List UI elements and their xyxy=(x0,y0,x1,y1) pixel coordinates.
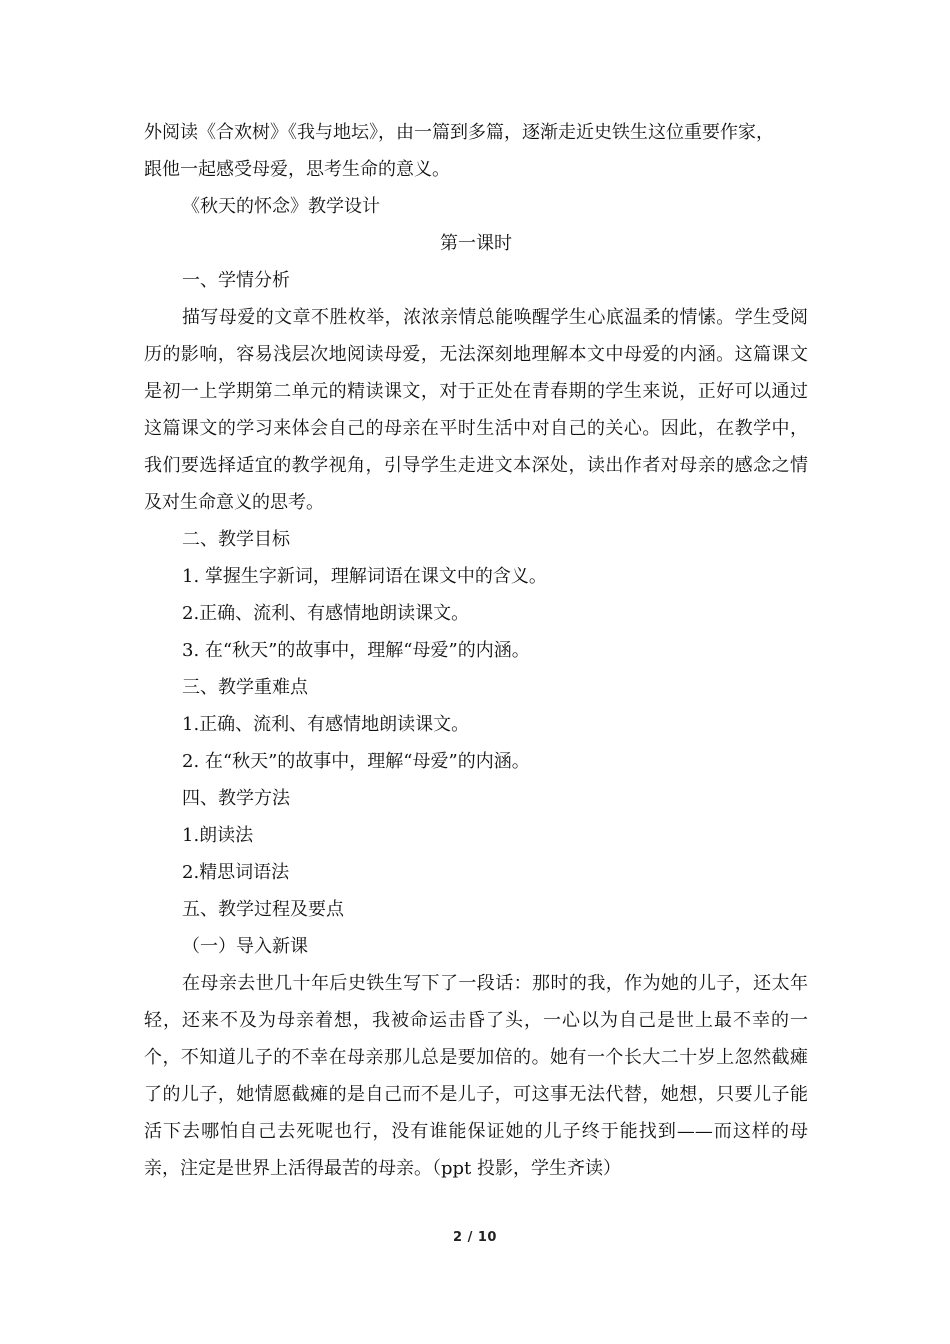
method-item-1: 1.朗读法 xyxy=(182,825,254,846)
method-item-2: 2.精思词语法 xyxy=(182,862,290,883)
document-body xyxy=(144,114,808,1187)
section-heading-methods: 四、教学方法 xyxy=(182,788,290,809)
keypoint-item-1: 1.正确、流利、有感情地朗读课文。 xyxy=(182,714,470,735)
goal-item-1: 1. 掌握生字新词，理解词语在课文中的含义。 xyxy=(182,566,547,587)
section-heading-process: 五、教学过程及要点 xyxy=(182,899,344,920)
paragraph-intro: 在母亲去世几十年后史铁生写下了一段话：那时的我，作为她的儿子，还太年轻，还来不及为母亲着想，我被命运击昏了头，一心以为自己是世上最不幸的一个，不知道儿子的不幸在母亲那儿总是要加倍的。她有一个长大二十岁上忽然截瘫了的儿子，她情愿截瘫的是自己而不是儿子，可这事无法代替，她想，只要儿子能活下去哪怕自己去死呢也行，没有谁能保证她的儿子终于能找到——而这样的母亲，注定是世界上活得最苦的母亲。（ppt 投影，学生齐读） xyxy=(144,973,808,1179)
subsection-heading-intro: （一）导入新课 xyxy=(182,936,308,957)
keypoint-item-2: 2. 在“秋天”的故事中，理解“母爱”的内涵。 xyxy=(182,751,530,772)
lesson-heading: 第一课时 xyxy=(440,233,512,254)
section-heading-keypoints: 三、教学重难点 xyxy=(182,677,308,698)
text-line-1: 外阅读《合欢树》《我与地坛》，由一篇到多篇，逐渐走近史铁生这位重要作家， xyxy=(144,122,774,143)
paragraph-analysis: 描写母爱的文章不胜枚举，浓浓亲情总能唤醒学生心底温柔的情愫。学生受阅历的影响，容易浅层次地阅读母爱，无法深刻地理解本文中母爱的内涵。这篇课文是初一上学期第二单元的精读课文，对于正处在青春期的学生来说，正好可以通过这篇课文的学习来体会自己的母亲在平时生活中对自己的关心。因此，在教学中，我们要选择适宜的教学视角，引导学生走进文本深处，读出作者对母亲的感念之情及对生命意义的思考。 xyxy=(144,307,808,513)
goal-item-3: 3. 在“秋天”的故事中，理解“母爱”的内涵。 xyxy=(182,640,530,661)
page-number: 2 / 10 xyxy=(453,1230,497,1245)
section-heading-analysis: 一、学情分析 xyxy=(182,270,290,291)
text-line-2: 跟他一起感受母爱，思考生命的意义。 xyxy=(144,159,450,180)
section-heading-goals: 二、教学目标 xyxy=(182,529,290,550)
goal-item-2: 2.正确、流利、有感情地朗读课文。 xyxy=(182,603,470,624)
document-title: 《秋天的怀念》教学设计 xyxy=(182,196,380,217)
